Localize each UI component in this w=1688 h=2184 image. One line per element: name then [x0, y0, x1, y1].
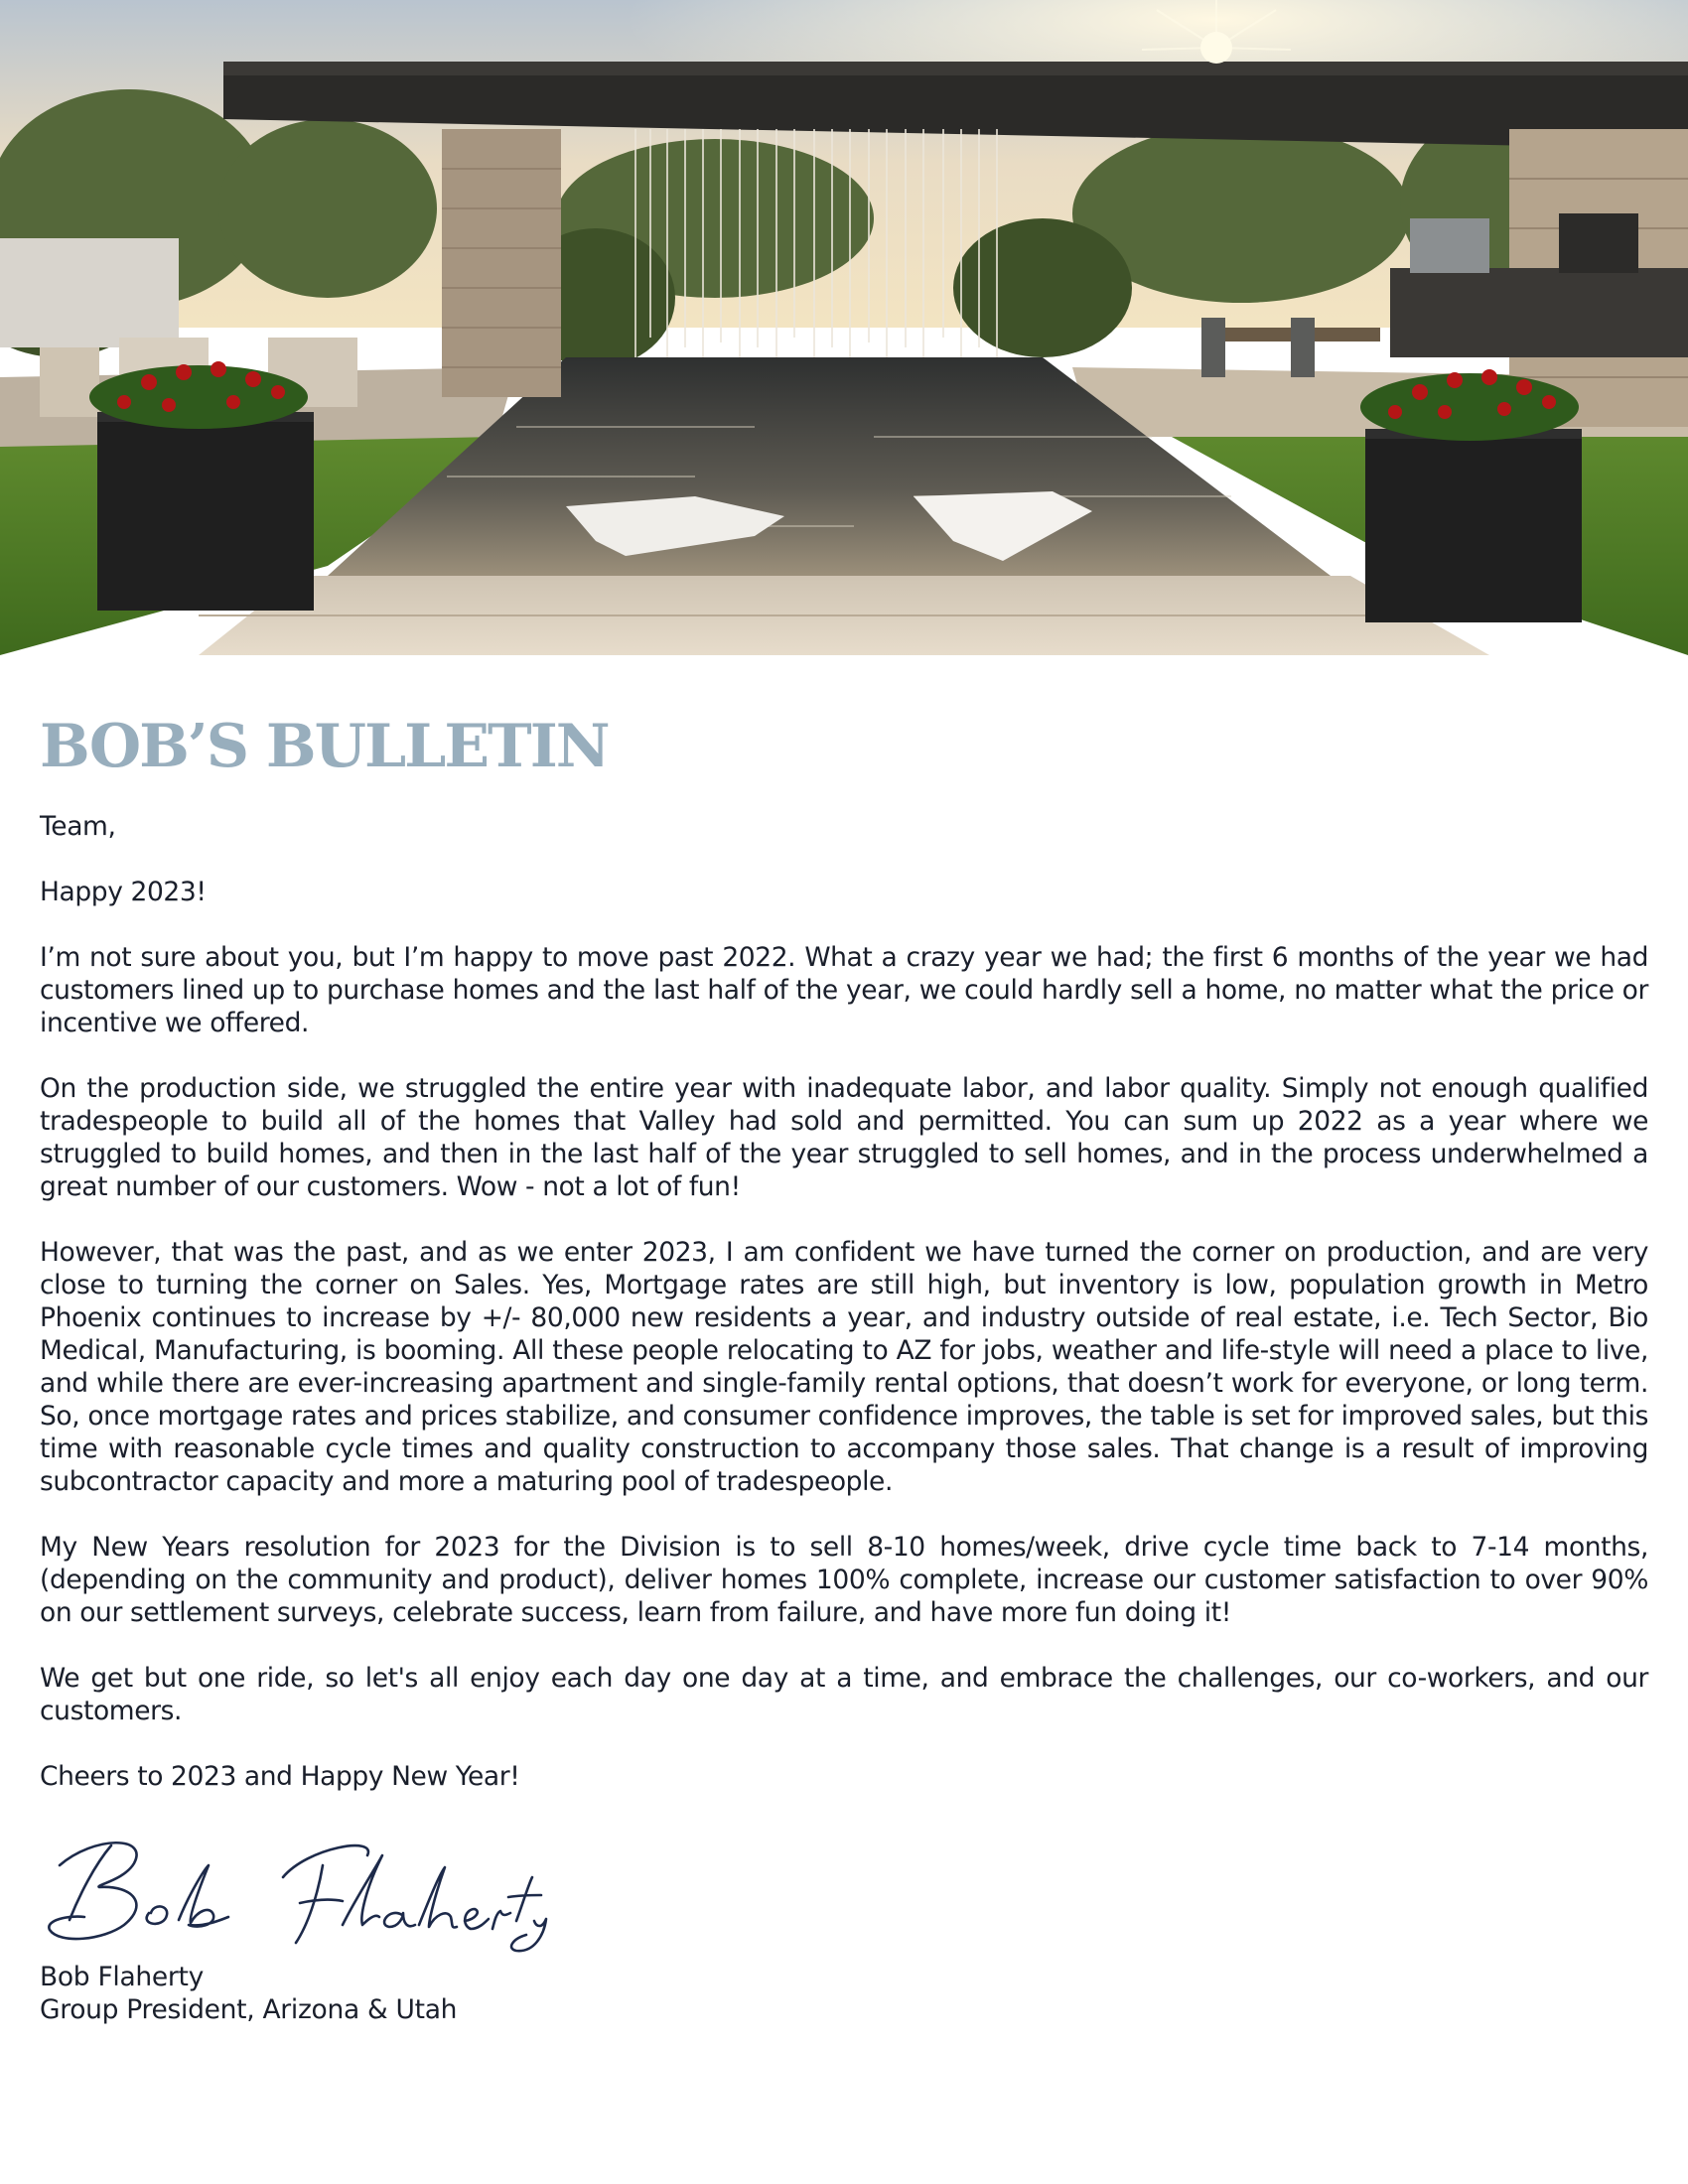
- handwritten-signature: [40, 1826, 556, 1955]
- paragraph-cheers: Cheers to 2023 and Happy New Year!: [40, 1761, 520, 1792]
- paragraph-year-recap: I’m not sure about you, but I’m happy to move past 2022. What a crazy year we had; the first 6 months of the year we had customers lined up to purchase homes and the last half of the year, we could hardly sell a home, no matter what the price or incentive we offered.: [40, 942, 1648, 1038]
- hero-photo-illustration: [0, 0, 1688, 655]
- greeting: Team,: [40, 811, 116, 842]
- paragraph-production: On the production side, we struggled the entire year with inadequate labor, and labor quality. Simply not enough qualified tradespeople to build all of the homes that Valley had sold and permitted. You can sum up 2022 as a year where we struggled to build homes, and then in the last half of the year struggled to sell homes, and in the process underwhelmed a great number of our customers. Wow - not a lot of fun!: [40, 1073, 1648, 1202]
- signer-name: Bob Flaherty: [40, 1962, 204, 1992]
- signer-title: Group President, Arizona & Utah: [40, 1994, 458, 2025]
- signature-block: [40, 1961, 1648, 2026]
- paragraph-outlook: However, that was the past, and as we enter 2023, I am confident we have turned the corner on production, and are very close to turning the corner on Sales. Yes, Mortgage rates are still high, but inventory is low, population growth in Metro Phoenix continues to increase by +/- 80,000 new residents a year, and industry outside of real estate, i.e. Tech Sector, Bio Medical, Manufacturing, is booming. All these people relocating to AZ for jobs, weather and life-style will need a place to live, and while there are ever-increasing apartment and single-family rental options, that doesn’t work for everyone, or long term. So, once mortgage rates and prices stabilize, and consumer confidence improves, the table is set for improved sales, but this time with reasonable cycle times and quality construction to accompany those sales. That change is a result of improving subcontractor capacity and more a maturing pool of tradespeople.: [40, 1237, 1648, 1497]
- bulletin-content: [40, 712, 1648, 2026]
- bulletin-title: BOB’S BULLETIN: [40, 712, 609, 781]
- paragraph-closing: We get but one ride, so let's all enjoy each day one day at a time, and embrace the challenges, our co-workers, and our customers.: [40, 1663, 1648, 1726]
- hero-photo: [0, 0, 1688, 655]
- paragraph-happy-new-year: Happy 2023!: [40, 877, 207, 907]
- paragraph-resolution: My New Years resolution for 2023 for the Division is to sell 8-10 homes/week, drive cycle time back to 7-14 months, (depending on the community and product), deliver homes 100% complete, increase our customer satisfaction to over 90% on our settlement surveys, celebrate success, learn from failure, and have more fun doing it!: [40, 1532, 1648, 1628]
